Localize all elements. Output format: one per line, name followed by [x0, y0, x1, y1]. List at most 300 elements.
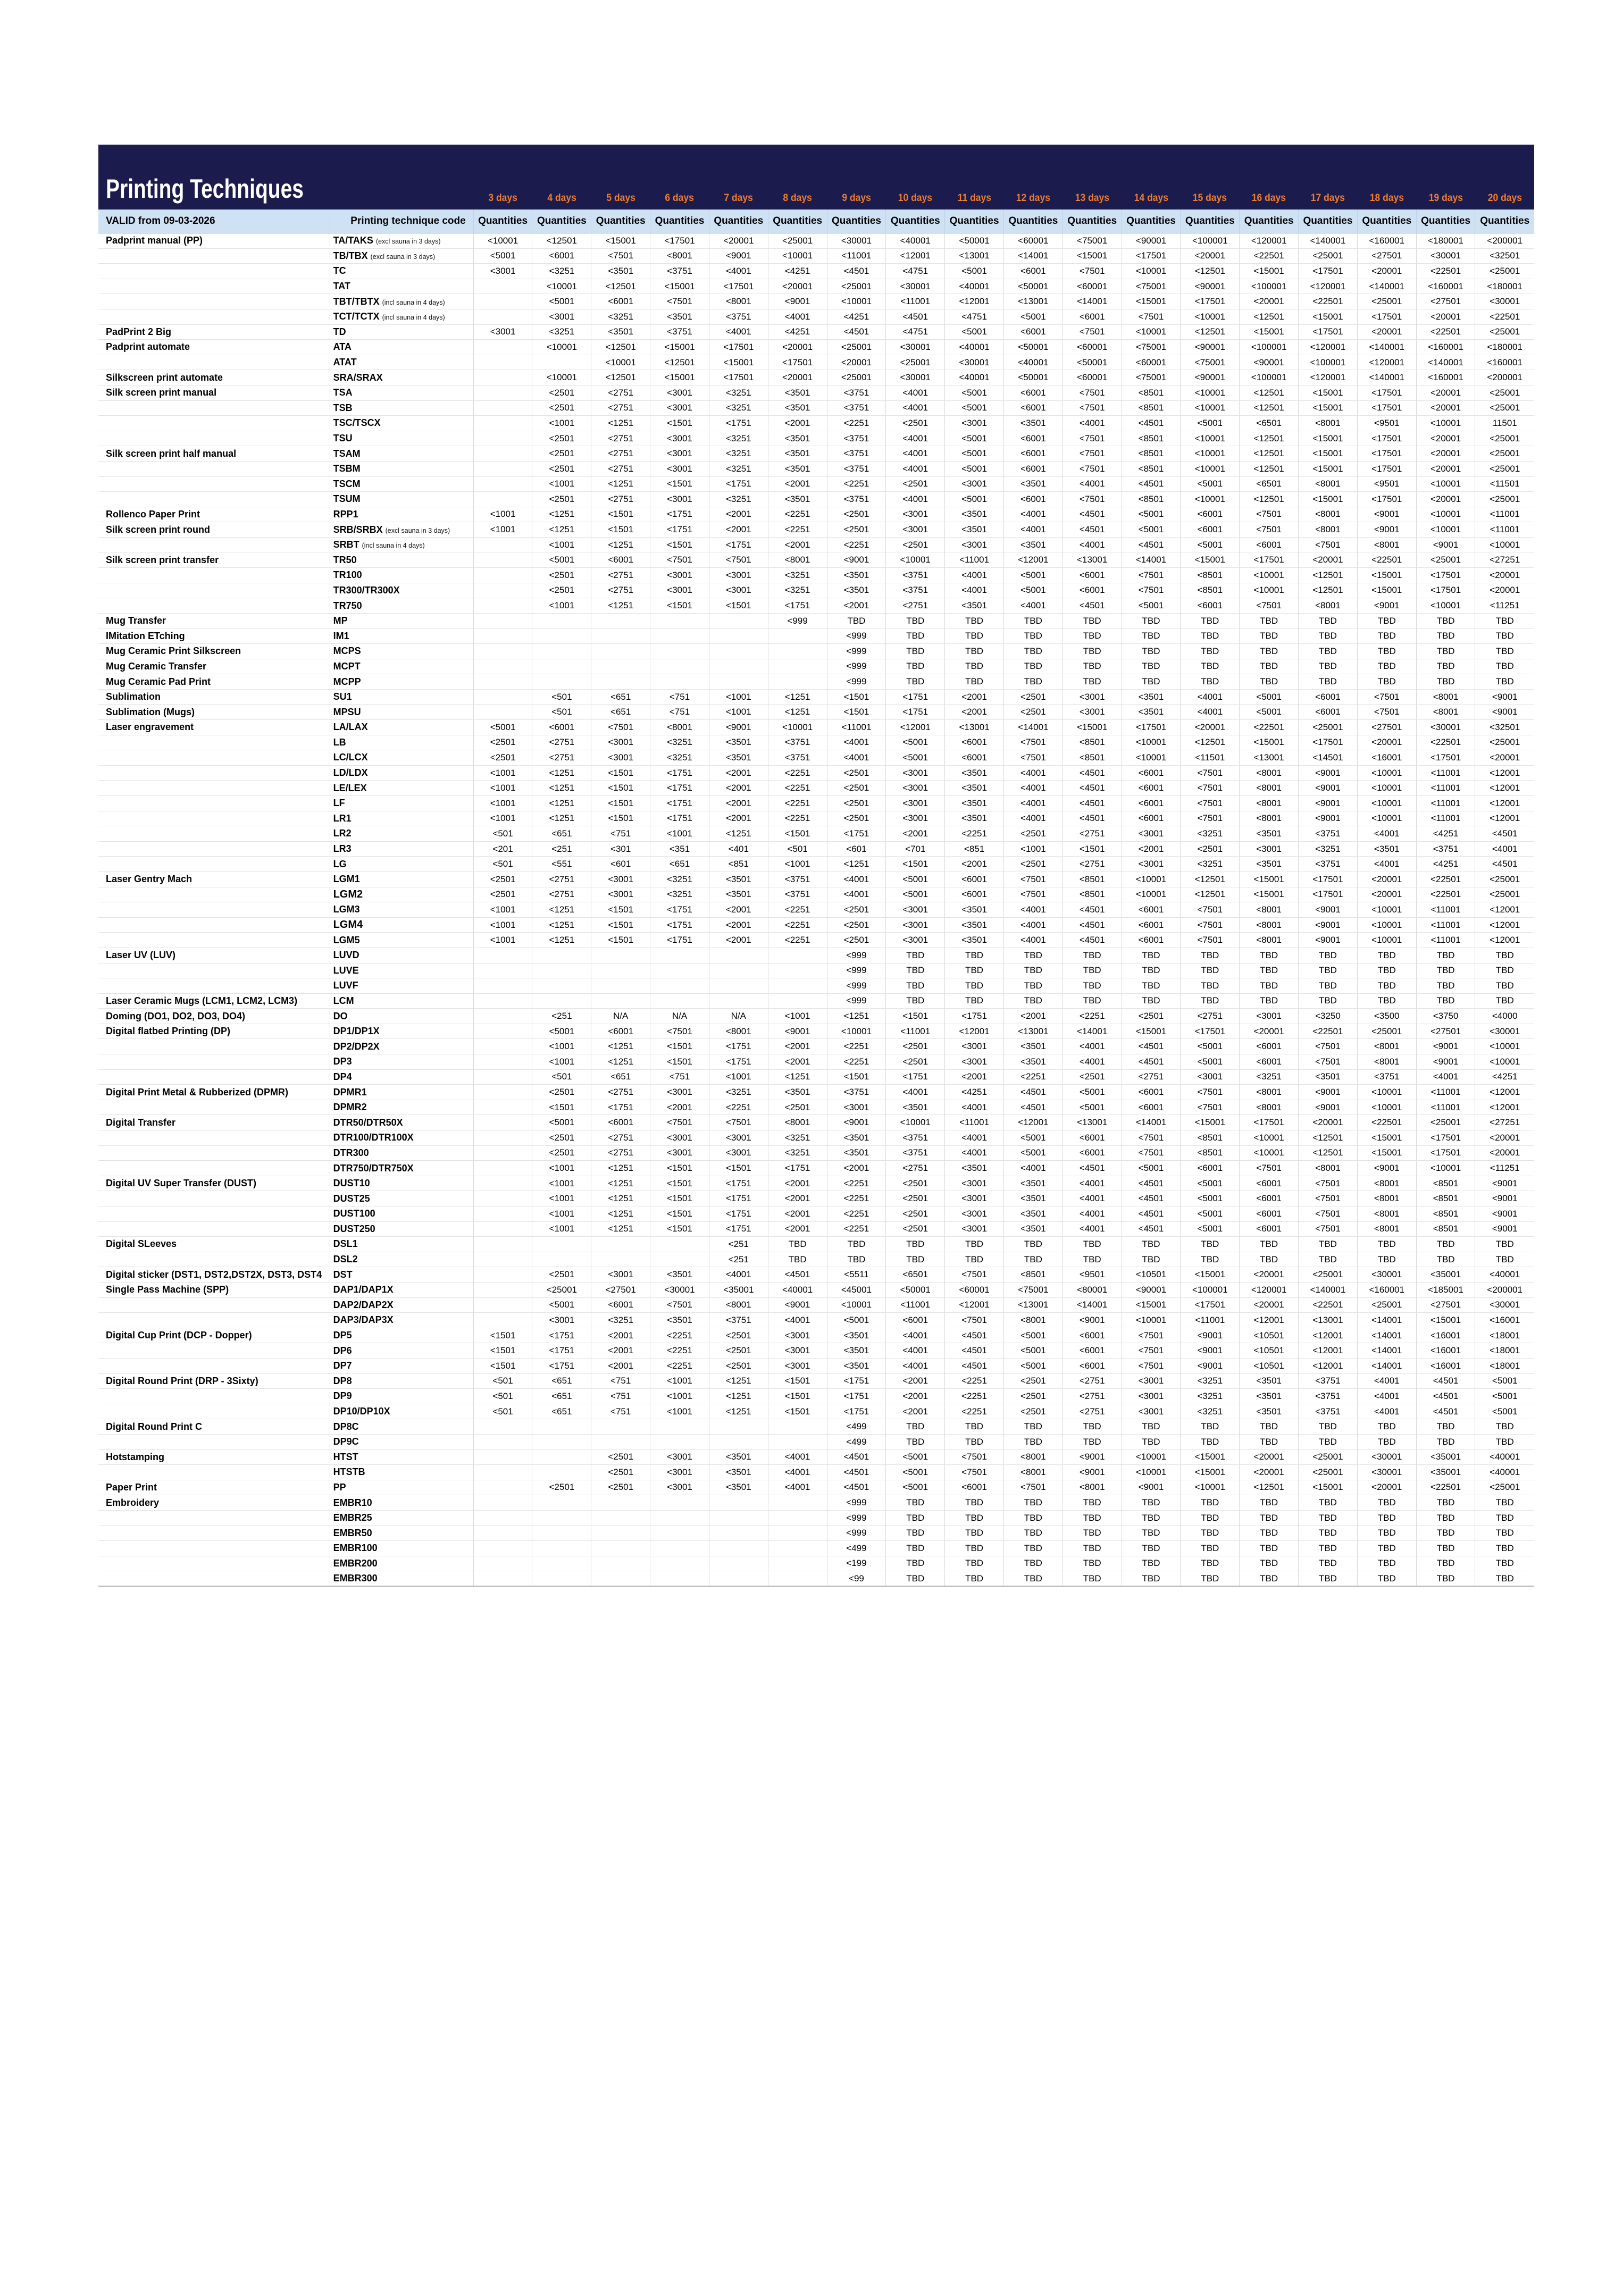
quantities-header: Quantities — [591, 210, 650, 233]
quantity-cell: <6001 — [1122, 811, 1181, 826]
quantity-cell: <1751 — [532, 1343, 591, 1359]
quantity-cell: <651 — [650, 857, 709, 872]
quantity-cell: <5001 — [473, 248, 532, 264]
quantity-cell: <3001 — [591, 872, 650, 887]
technique-group-label: Laser engravement — [98, 720, 330, 735]
table-row — [98, 1434, 1534, 1449]
quantity-cell: <15001 — [1240, 735, 1299, 750]
quantity-cell — [473, 613, 532, 629]
quantity-cell: <12001 — [1475, 917, 1534, 933]
quantity-cell: <27501 — [1416, 1297, 1475, 1313]
quantity-cell: TBD — [1357, 1495, 1416, 1511]
quantity-cell: TBD — [1299, 644, 1358, 659]
quantity-cell — [768, 1495, 827, 1511]
technique-group-label — [98, 887, 330, 902]
quantity-cell: <3001 — [1122, 826, 1181, 842]
quantity-cell: <2001 — [591, 1358, 650, 1373]
day-header: 9 days — [842, 192, 871, 204]
quantity-cell: <1751 — [827, 1389, 886, 1404]
quantity-cell: TBD — [1240, 1510, 1299, 1526]
technique-group-label — [98, 811, 330, 826]
quantity-cell: <4751 — [945, 309, 1004, 324]
quantity-cell: <27501 — [591, 1282, 650, 1297]
table-row — [98, 1115, 1534, 1130]
quantity-cell: <2251 — [827, 1206, 886, 1222]
quantity-cell: <1251 — [532, 917, 591, 933]
quantity-cell — [532, 629, 591, 644]
quantity-cell: <4501 — [1416, 1389, 1475, 1404]
quantity-cell: <1001 — [532, 416, 591, 431]
quantity-cell: TBD — [1475, 978, 1534, 994]
quantity-cell: <40001 — [945, 370, 1004, 386]
quantity-cell: <4001 — [886, 400, 945, 416]
quantity-cell: TBD — [1357, 659, 1416, 674]
technique-code-cell — [330, 1176, 473, 1191]
table-row — [98, 1373, 1534, 1389]
technique-code-cell — [330, 993, 473, 1009]
quantity-cell: <551 — [532, 857, 591, 872]
quantity-cell: <2001 — [945, 1069, 1004, 1085]
quantity-cell: <6001 — [591, 1024, 650, 1039]
technique-code: TC — [333, 265, 346, 276]
technique-code: HTST — [333, 1451, 358, 1462]
quantity-cell: TBD — [886, 674, 945, 690]
technique-code: TR100 — [333, 569, 362, 581]
day-header: 16 days — [1252, 192, 1286, 204]
quantity-cell: <2001 — [650, 1100, 709, 1115]
quantity-cell: <10001 — [1416, 476, 1475, 492]
quantity-cell: <6501 — [1240, 416, 1299, 431]
quantity-cell: <1001 — [532, 1054, 591, 1070]
quantity-cell: <99 — [827, 1571, 886, 1587]
quantity-cell: <11001 — [1416, 933, 1475, 948]
quantity-cell: <11001 — [1416, 811, 1475, 826]
quantity-cell: <13001 — [1063, 1115, 1122, 1130]
quantity-cell: <8001 — [1299, 598, 1358, 614]
technique-group-label — [98, 765, 330, 781]
quantity-cell: <1751 — [709, 537, 768, 552]
quantity-cell: <5001 — [886, 1480, 945, 1495]
quantity-cell: <17501 — [1416, 583, 1475, 598]
technique-group-label — [98, 1526, 330, 1541]
quantity-cell: <501 — [532, 1069, 591, 1085]
table-row — [98, 644, 1534, 659]
quantity-cell: <2251 — [768, 795, 827, 811]
quantity-cell: <4501 — [1122, 476, 1181, 492]
quantity-cell: <15001 — [1299, 461, 1358, 476]
technique-code-cell — [330, 1145, 473, 1161]
quantity-cell: <2751 — [886, 598, 945, 614]
technique-group-label: Mug Ceramic Transfer — [98, 659, 330, 674]
quantity-cell: <4501 — [945, 1328, 1004, 1343]
table-row — [98, 1404, 1534, 1419]
quantities-header: Quantities — [532, 210, 591, 233]
quantity-cell: <6001 — [1003, 431, 1063, 446]
quantity-cell: TBD — [886, 1419, 945, 1435]
quantity-cell: <14001 — [1003, 248, 1063, 264]
quantity-cell: <9001 — [1181, 1343, 1240, 1359]
quantity-cell: TBD — [1063, 613, 1122, 629]
quantity-cell: <251 — [709, 1237, 768, 1252]
quantity-cell: TBD — [1003, 1541, 1063, 1556]
quantity-cell — [650, 629, 709, 644]
quantity-cell: <2501 — [827, 765, 886, 781]
quantity-cell: <25001 — [1299, 720, 1358, 735]
quantity-cell: TBD — [886, 659, 945, 674]
quantity-cell: <25001 — [1416, 1115, 1475, 1130]
technique-code: DUST250 — [333, 1223, 375, 1234]
quantity-cell: <15001 — [591, 233, 650, 249]
quantity-cell: <3001 — [650, 1480, 709, 1495]
quantity-cell: <20001 — [1416, 492, 1475, 507]
quantity-cell: <17501 — [1240, 1115, 1299, 1130]
quantity-cell: <4001 — [1063, 476, 1122, 492]
quantity-cell: <3501 — [827, 1145, 886, 1161]
technique-code-cell — [330, 1419, 473, 1435]
quantity-cell: <4001 — [1003, 765, 1063, 781]
quantity-cell: <1751 — [945, 1009, 1004, 1024]
quantity-cell: <2251 — [945, 1389, 1004, 1404]
quantity-cell: <7501 — [709, 552, 768, 568]
quantity-cell: <5001 — [1063, 1085, 1122, 1100]
quantity-cell: <651 — [591, 689, 650, 705]
quantity-cell: <6001 — [1003, 324, 1063, 340]
quantity-cell: TBD — [1240, 1252, 1299, 1267]
quantity-cell: <5001 — [1003, 1343, 1063, 1359]
quantity-cell: TBD — [1122, 963, 1181, 978]
quantity-cell: <751 — [591, 1373, 650, 1389]
quantity-cell: <9001 — [827, 1115, 886, 1130]
quantity-cell: <1251 — [591, 598, 650, 614]
quantity-cell: <1251 — [532, 507, 591, 522]
quantity-cell: <4001 — [827, 735, 886, 750]
quantity-cell: <30001 — [1357, 1267, 1416, 1283]
quantity-cell: <3750 — [1416, 1009, 1475, 1024]
quantity-cell: <3501 — [650, 1313, 709, 1328]
quantity-cell: <4251 — [1475, 1069, 1534, 1085]
quantity-cell: <9501 — [1063, 1267, 1122, 1283]
quantity-cell: <8001 — [709, 1297, 768, 1313]
quantity-cell: <3251 — [768, 1130, 827, 1146]
quantity-cell: <4001 — [1003, 933, 1063, 948]
quantity-cell: <3751 — [827, 461, 886, 476]
quantity-cell: <3251 — [591, 309, 650, 324]
quantity-cell: <5511 — [827, 1267, 886, 1283]
technique-code: TBT/TBTX — [333, 296, 380, 307]
quantity-cell — [650, 659, 709, 674]
quantity-cell: TBD — [1475, 613, 1534, 629]
quantity-cell: <17501 — [1357, 400, 1416, 416]
technique-group-label — [98, 1161, 330, 1176]
quantity-cell: <9001 — [1416, 1039, 1475, 1054]
technique-group-label: Silkscreen print automate — [98, 370, 330, 386]
quantity-cell: <9001 — [1475, 1176, 1534, 1191]
quantity-cell — [473, 1526, 532, 1541]
quantity-cell: <6001 — [1181, 507, 1240, 522]
table-row — [98, 1145, 1534, 1161]
table-row — [98, 431, 1534, 446]
quantity-cell: <9501 — [1357, 416, 1416, 431]
quantity-cell: <2751 — [1122, 1069, 1181, 1085]
quantity-cell: <13001 — [1063, 552, 1122, 568]
quantity-cell — [473, 1039, 532, 1054]
quantity-cell: <40001 — [945, 340, 1004, 355]
quantity-cell: <9501 — [1357, 476, 1416, 492]
quantity-cell: <22501 — [1299, 1297, 1358, 1313]
quantity-cell: <3751 — [886, 583, 945, 598]
quantity-cell: <651 — [591, 1069, 650, 1085]
day-header: 17 days — [1310, 192, 1345, 204]
quantity-cell — [650, 1237, 709, 1252]
quantity-cell: <6001 — [591, 1115, 650, 1130]
quantity-cell: <2751 — [886, 1161, 945, 1176]
quantity-cell: <11001 — [1475, 522, 1534, 538]
quantity-cell: <2251 — [827, 1039, 886, 1054]
quantity-cell: <3001 — [945, 416, 1004, 431]
quantity-cell: <3501 — [945, 522, 1004, 538]
quantity-cell: <50001 — [1003, 279, 1063, 294]
quantity-cell: <4001 — [1063, 1206, 1122, 1222]
quantity-cell — [532, 1419, 591, 1435]
quantity-cell: <7501 — [1003, 1480, 1063, 1495]
technique-code: DP9C — [333, 1436, 359, 1447]
quantity-cell: <11001 — [1416, 1100, 1475, 1115]
quantity-cell: <1501 — [650, 416, 709, 431]
table-row — [98, 264, 1534, 279]
quantity-cell: <2001 — [768, 1176, 827, 1191]
quantity-cell — [532, 978, 591, 994]
quantity-cell — [532, 993, 591, 1009]
technique-code-cell — [330, 720, 473, 735]
table-row — [98, 1221, 1534, 1237]
quantity-cell: <1751 — [650, 507, 709, 522]
quantity-cell — [650, 1434, 709, 1449]
quantity-cell: TBD — [886, 1526, 945, 1541]
technique-code: LE/LEX — [333, 782, 367, 793]
quantity-cell — [709, 613, 768, 629]
quantity-cell: <2751 — [1063, 1404, 1122, 1419]
quantity-cell: TBD — [1003, 1237, 1063, 1252]
quantity-cell: <6001 — [945, 872, 1004, 887]
quantity-cell: <17501 — [1357, 309, 1416, 324]
quantity-cell: <20001 — [1475, 1130, 1534, 1146]
quantity-cell: <1751 — [886, 1069, 945, 1085]
quantity-cell: <5001 — [1003, 1145, 1063, 1161]
quantity-cell: <20001 — [1357, 872, 1416, 887]
day-header: 3 days — [488, 192, 517, 204]
quantity-cell: <1251 — [591, 1176, 650, 1191]
quantity-cell: TBD — [1416, 1510, 1475, 1526]
quantity-cell: <3001 — [591, 750, 650, 766]
quantity-cell: <3751 — [1299, 1373, 1358, 1389]
quantity-cell: <17501 — [709, 370, 768, 386]
technique-group-label — [98, 795, 330, 811]
quantity-cell: TBD — [945, 1541, 1004, 1556]
day-header: 10 days — [898, 192, 933, 204]
quantity-cell: <12001 — [1299, 1343, 1358, 1359]
quantity-cell: <8001 — [1416, 705, 1475, 720]
quantity-cell: TBD — [1357, 629, 1416, 644]
quantity-cell: <1251 — [532, 811, 591, 826]
quantity-cell: <3251 — [1181, 1389, 1240, 1404]
quantity-cell: <4251 — [827, 309, 886, 324]
quantity-cell: <25001 — [1416, 552, 1475, 568]
quantity-cell: <15001 — [1357, 583, 1416, 598]
quantity-cell — [709, 1434, 768, 1449]
quantity-cell — [532, 1556, 591, 1571]
quantity-cell — [650, 1419, 709, 1435]
technique-code-cell — [330, 735, 473, 750]
quantity-cell: TBD — [1063, 978, 1122, 994]
quantity-cell: <4501 — [1063, 507, 1122, 522]
quantity-cell: <25001 — [1475, 324, 1534, 340]
quantity-cell: <8001 — [1416, 689, 1475, 705]
quantity-cell: <3501 — [709, 1449, 768, 1465]
quantity-cell: <17501 — [768, 355, 827, 370]
quantity-cell: <14001 — [1357, 1343, 1416, 1359]
quantity-cell: <1251 — [591, 537, 650, 552]
quantity-cell: <8001 — [1240, 1100, 1299, 1115]
quantity-cell: <10001 — [1357, 765, 1416, 781]
quantity-cell: TBD — [1181, 993, 1240, 1009]
quantity-cell: TBD — [886, 1571, 945, 1587]
quantity-cell: <4001 — [1063, 1221, 1122, 1237]
quantity-cell: <6501 — [1240, 476, 1299, 492]
quantity-cell: <9001 — [1299, 902, 1358, 918]
quantity-cell: <3001 — [945, 1206, 1004, 1222]
quantity-cell: <1751 — [827, 1404, 886, 1419]
quantity-cell: <3251 — [709, 431, 768, 446]
quantity-cell — [473, 476, 532, 492]
quantity-cell — [768, 674, 827, 690]
quantity-cell: <7501 — [1063, 492, 1122, 507]
quantity-cell: <10001 — [532, 279, 591, 294]
technique-code: DPMR2 — [333, 1102, 367, 1113]
quantity-cell: <2251 — [768, 933, 827, 948]
quantity-cell: TBD — [945, 1495, 1004, 1511]
quantity-cell — [650, 644, 709, 659]
quantity-cell: <120001 — [1299, 340, 1358, 355]
quantity-cell: TBD — [1357, 1571, 1416, 1587]
technique-group-label: Laser Gentry Mach — [98, 872, 330, 887]
quantity-cell: TBD — [1475, 1526, 1534, 1541]
quantity-cell — [473, 431, 532, 446]
quantity-cell — [591, 978, 650, 994]
quantity-cell: <8001 — [1299, 416, 1358, 431]
quantity-cell: <20001 — [1475, 1145, 1534, 1161]
quantity-cell: <1001 — [473, 811, 532, 826]
quantities-header: Quantities — [1299, 210, 1358, 233]
quantity-cell — [473, 1480, 532, 1495]
quantity-cell — [768, 1541, 827, 1556]
quantity-cell: TBD — [1181, 1495, 1240, 1511]
quantity-cell — [532, 1252, 591, 1267]
quantity-cell: TBD — [1416, 1541, 1475, 1556]
quantity-cell: <3251 — [768, 1145, 827, 1161]
quantity-cell: TBD — [1003, 948, 1063, 963]
quantity-cell: <3251 — [532, 264, 591, 279]
quantity-cell: <8501 — [1416, 1221, 1475, 1237]
technique-code-cell — [330, 598, 473, 614]
quantity-cell: TBD — [1181, 674, 1240, 690]
quantity-cell: <8501 — [1063, 750, 1122, 766]
quantity-cell: <4001 — [886, 1343, 945, 1359]
technique-group-label: Padprint manual (PP) — [98, 233, 330, 249]
table-row — [98, 948, 1534, 963]
quantity-cell: <15001 — [1063, 248, 1122, 264]
quantity-cell: <22501 — [1416, 735, 1475, 750]
technique-code: LC/LCX — [333, 752, 368, 763]
technique-code-cell — [330, 1389, 473, 1404]
quantity-cell — [473, 568, 532, 583]
quantity-cell: <20001 — [1240, 1024, 1299, 1039]
quantity-cell: <751 — [650, 689, 709, 705]
quantity-cell: <2751 — [591, 400, 650, 416]
quantity-cell: <75001 — [1063, 233, 1122, 249]
quantity-cell: <6001 — [1122, 1085, 1181, 1100]
quantity-cell: <10001 — [1122, 872, 1181, 887]
quantity-cell: <2001 — [768, 1039, 827, 1054]
quantity-cell — [473, 1449, 532, 1465]
quantity-cell: <3501 — [945, 598, 1004, 614]
quantity-cell: <251 — [532, 1009, 591, 1024]
quantity-cell: <6001 — [591, 294, 650, 309]
quantity-cell: <25001 — [1357, 1024, 1416, 1039]
quantity-cell: <25001 — [1475, 385, 1534, 400]
quantity-cell: <3001 — [709, 1130, 768, 1146]
quantity-cell: <35001 — [1416, 1267, 1475, 1283]
quantity-cell: <5001 — [886, 872, 945, 887]
quantity-cell: <17501 — [1357, 461, 1416, 476]
quantity-cell: <2001 — [1122, 841, 1181, 857]
technique-group-label — [98, 1252, 330, 1267]
quantity-cell: TBD — [1122, 613, 1181, 629]
quantity-cell: <4501 — [1063, 795, 1122, 811]
quantity-cell: <14001 — [1063, 1297, 1122, 1313]
quantity-cell: <9001 — [1357, 507, 1416, 522]
quantity-cell: <8501 — [1122, 446, 1181, 462]
quantity-cell: <7501 — [1003, 750, 1063, 766]
table-row — [98, 872, 1534, 887]
technique-code-note: (incl sauna in 4 days) — [382, 298, 445, 306]
quantity-cell: TBD — [1122, 993, 1181, 1009]
quantity-cell: <160001 — [1416, 279, 1475, 294]
quantities-header: Quantities — [1357, 210, 1416, 233]
quantity-cell: <9001 — [768, 294, 827, 309]
technique-group-label — [98, 1510, 330, 1526]
quantity-cell: TBD — [1416, 1556, 1475, 1571]
quantity-cell: TBD — [1475, 963, 1534, 978]
quantity-cell — [591, 1419, 650, 1435]
quantity-cell — [709, 674, 768, 690]
technique-code: DP3 — [333, 1056, 352, 1067]
quantity-cell: <2501 — [827, 795, 886, 811]
quantity-cell — [709, 963, 768, 978]
quantity-cell: TBD — [945, 1237, 1004, 1252]
quantity-cell: <10501 — [1240, 1358, 1299, 1373]
quantity-cell: TBD — [945, 1526, 1004, 1541]
technique-code: LUVD — [333, 950, 359, 961]
quantity-cell: TBD — [945, 1510, 1004, 1526]
quantity-cell: <1751 — [650, 781, 709, 796]
quantity-cell: <2501 — [1181, 841, 1240, 857]
quantity-cell: <180001 — [1475, 340, 1534, 355]
technique-code-cell — [330, 781, 473, 796]
quantity-cell: <4001 — [709, 324, 768, 340]
quantity-cell: <1001 — [650, 1404, 709, 1419]
quantity-cell: TBD — [1299, 978, 1358, 994]
quantity-cell — [650, 1571, 709, 1587]
